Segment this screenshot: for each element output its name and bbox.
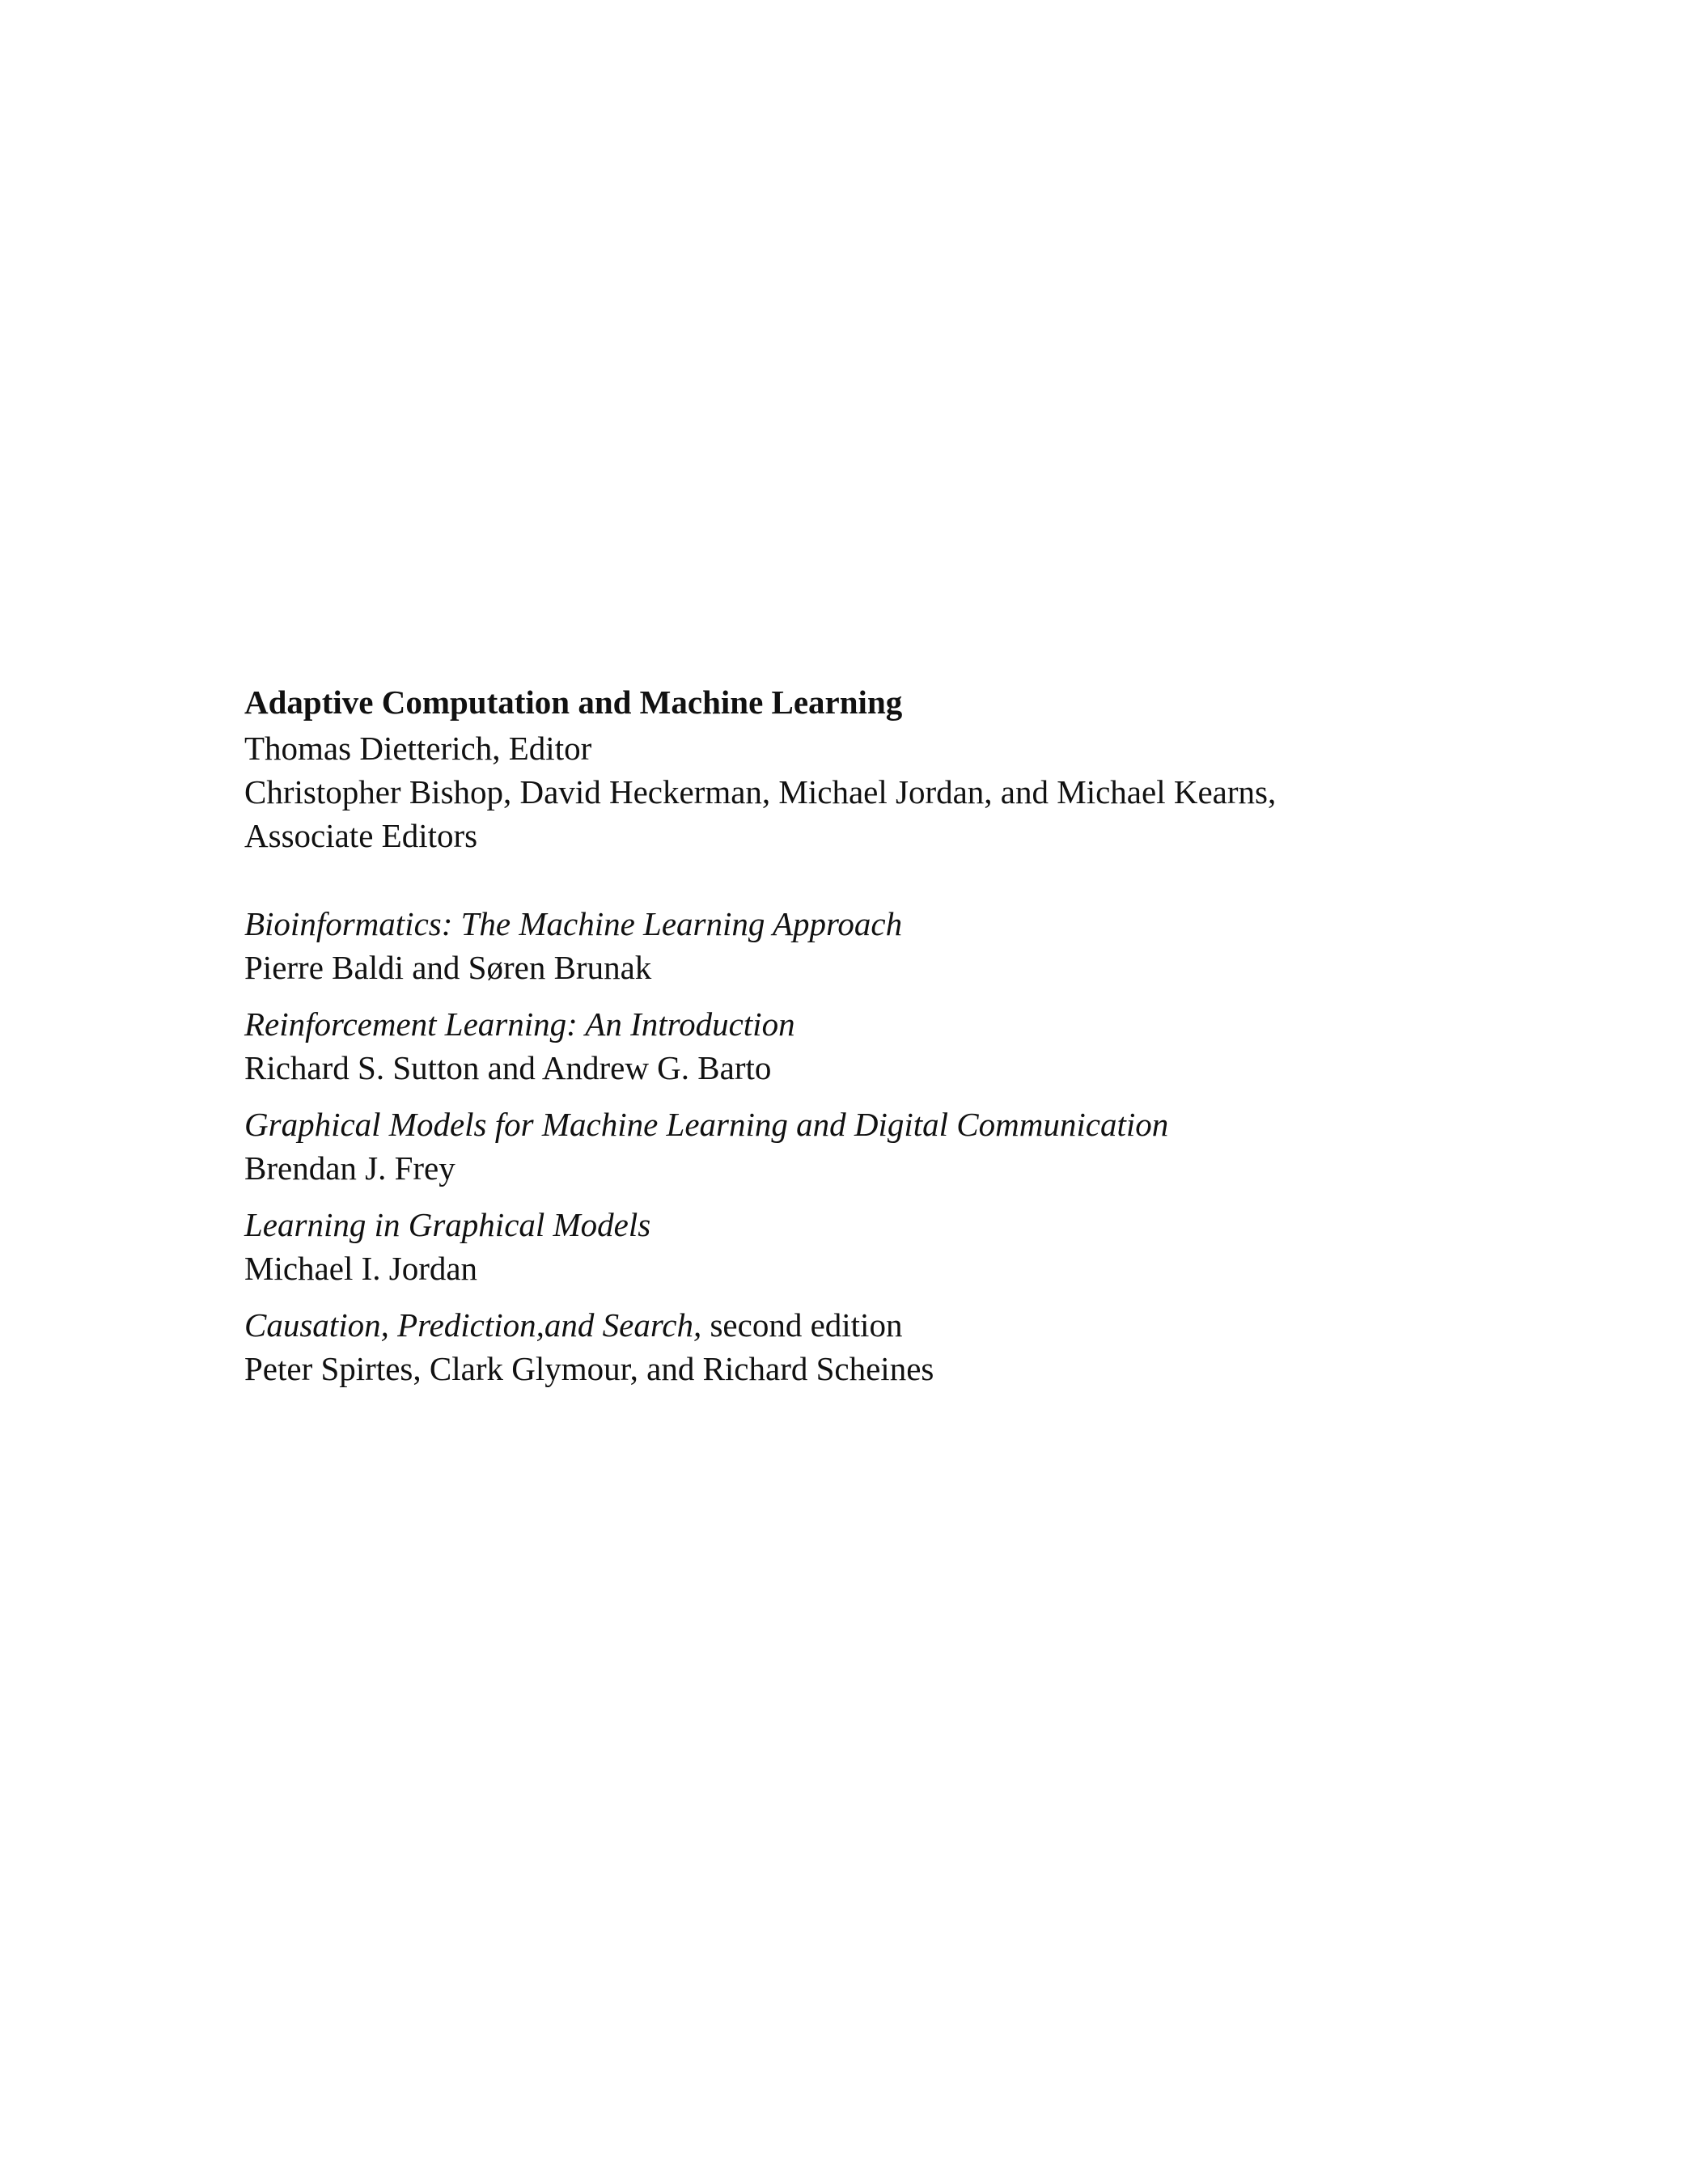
book-entry <box>244 902 1620 989</box>
book-authors: Brendan J. Frey <box>244 1149 455 1187</box>
series-editor: Thomas Dietterich, Editor <box>244 730 592 767</box>
book-title: Reinforcement Learning: An Introduction <box>244 1005 795 1043</box>
book-title: Causation, Prediction,and Search, <box>244 1306 702 1344</box>
series-header <box>244 678 1620 857</box>
book-entry <box>244 1303 1620 1390</box>
series-page-content <box>244 678 1620 1403</box>
book-title-line <box>244 1303 1620 1347</box>
book-title-line <box>244 902 1620 946</box>
series-title: Adaptive Computation and Machine Learning <box>244 684 903 721</box>
book-list <box>244 902 1620 1390</box>
book-title-suffix: second edition <box>701 1306 903 1344</box>
book-entry <box>244 1203 1620 1290</box>
book-title-line <box>244 1002 1620 1046</box>
book-authors: Peter Spirtes, Clark Glymour, and Richard Scheines <box>244 1350 934 1387</box>
book-authors: Michael I. Jordan <box>244 1250 478 1287</box>
book-entry <box>244 1002 1620 1090</box>
book-authors: Pierre Baldi and Søren Brunak <box>244 949 652 986</box>
book-authors: Richard S. Sutton and Andrew G. Barto <box>244 1049 772 1086</box>
book-title: Bioinformatics: The Machine Learning Approach <box>244 905 903 942</box>
associate-editors-names: Christopher Bishop, David Heckerman, Michael Jordan, and Michael Kearns, <box>244 773 1277 811</box>
book-title-line <box>244 1203 1620 1246</box>
book-entry <box>244 1103 1620 1190</box>
book-title: Graphical Models for Machine Learning and Digital Communication <box>244 1106 1169 1143</box>
book-title-line <box>244 1103 1620 1146</box>
book-title: Learning in Graphical Models <box>244 1206 651 1243</box>
associate-editors-label: Associate Editors <box>244 817 478 854</box>
